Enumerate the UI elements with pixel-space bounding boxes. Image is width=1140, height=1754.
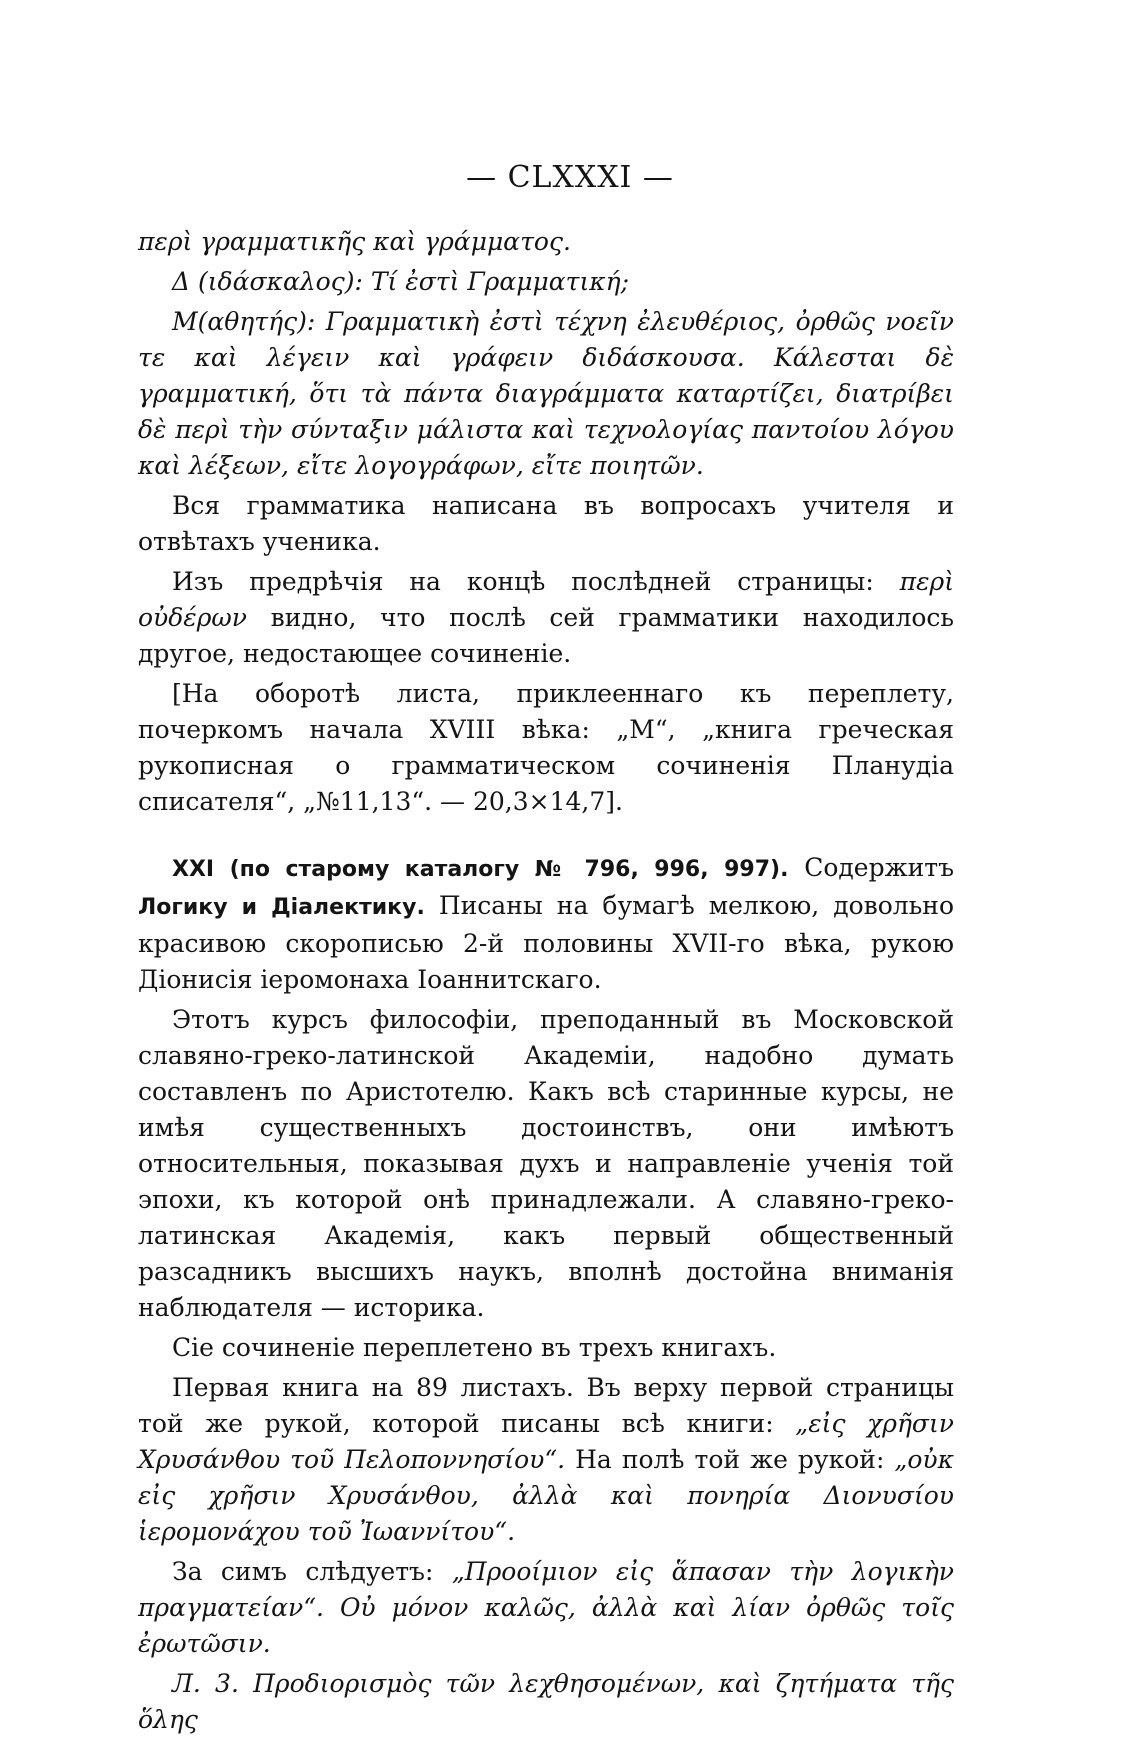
paragraph-leaf-3	[138, 1666, 954, 1738]
paragraph-course-description: Этотъ курсъ философіи, преподанный въ Московской славяно-греко-латинской Академіи, надобно думать составленъ по Аристотелю. Какъ всѣ старинные курсы, не имѣя существенныхъ достоинствъ, они имѣютъ относительныя, показывая духъ и направленіе ученія той эпохи, къ которой онѣ принадлежали. А славяно-греко-латинская Академія, какъ первый общественный разсадникъ высшихъ наукъ, вполнѣ достойна вниманія наблюдателя — историка.	[138, 1005, 954, 1322]
first-book-mid: На полѣ той же рукой:	[575, 1445, 885, 1474]
prooemium-lead: За симъ слѣдуетъ:	[172, 1557, 434, 1586]
preface-lead: Изъ предрѣчія на концѣ послѣдней страницы:	[172, 567, 874, 596]
entry-heading: XXI (по старому каталогу № 796, 996, 997).	[172, 857, 789, 882]
leaf-3-greek: Προδιορισμὸς τῶν λεχθησομένων, καὶ ζητήματα τῆς ὅλης	[138, 1669, 955, 1734]
paragraph-binding-note: [На оборотѣ листа, приклееннаго къ переплету, почеркомъ начала XVIII вѣка: „М“, „книга греческая рукописная о грамматическом сочиненія Планудіа списателя“, „№11,13“. — 20,3×14,7].	[138, 679, 954, 816]
page-number: — CLXXXI —	[466, 160, 674, 195]
entry-dialectic: Діалектику.	[271, 895, 425, 920]
leaf-ref: Л. 3.	[172, 1669, 239, 1698]
manuscript-entry-xxi	[138, 850, 954, 998]
paragraph-first-book	[138, 1370, 954, 1550]
greek-title-line: περὶ γραμματικῆς καὶ γράμματος.	[138, 227, 571, 256]
entry-description: Писаны на бумагѣ мелкою, довольно красивою скорописью 2-й половины XVII-го вѣка, рукою Діонисія іеромонаха Іоаннитскаго.	[138, 891, 955, 994]
greek-question: Δ (ιδάσκαλος): Τί ἐστὶ Γραμματική;	[172, 267, 630, 296]
paragraph-grammar-note: Вся грамматика написана въ вопросахъ учителя и отвѣтахъ ученика.	[138, 491, 954, 556]
first-book-greek-2: „οὐκ εἰς χρῆσιν Χρυσάνθου, ἀλλὰ καὶ πονηρία Διονυσίου ἱερομονάχου τοῦ Ἰωαννίτου“.	[138, 1445, 955, 1546]
first-book-greek-1: „εἰς χρῆσιν Χρυσάνθου τοῦ Πελοποννησίου“.	[138, 1409, 954, 1474]
prooemium-greek: „Προοίμιον εἰς ἅπασαν τὴν λογικὴν πραγματείαν“. Οὐ μόνον καλῶς, ἀλλὰ καὶ λίαν ὀρθῶς τοῖς ἐρωτῶσιν.	[138, 1557, 955, 1658]
preface-tail: видно, что послѣ сей грамматики находилось другое, недостающее сочиненіе.	[138, 603, 955, 668]
entry-logic: Логику	[138, 895, 228, 920]
preface-greek: περὶ οὐδέρων	[138, 567, 955, 632]
entry-contains: Содержитъ	[804, 853, 955, 882]
paragraph-preface-note	[138, 564, 954, 672]
greek-answer: Μ(αθητής): Γραμματικὴ ἐστὶ τέχνη ἐλευθέριος, ὀρθῶς νοεῖν τε καὶ λέγειν καὶ γράφειν διδάσκουσα. Κάλεσται δὲ γραμματική, ὅτι τὰ πάντα διαγράμματα καταρτίζει, διατρίβει δὲ περὶ τὴν σύνταξιν μάλιστα καὶ τεχνολογίας παντοίου λόγου καὶ λέξεων, εἴτε λογογράφων, εἴτε ποιητῶν.	[138, 307, 954, 480]
paragraph-three-books: Сіе сочиненіе переплетено въ трехъ книгахъ.	[172, 1333, 777, 1362]
paragraph-prooemium	[138, 1554, 954, 1662]
text-column	[138, 224, 954, 1742]
entry-and: и	[241, 895, 258, 920]
first-book-lead: Первая книга на 89 листахъ. Въ верху первой страницы той же рукой, которой писаны всѣ книги:	[138, 1373, 954, 1438]
